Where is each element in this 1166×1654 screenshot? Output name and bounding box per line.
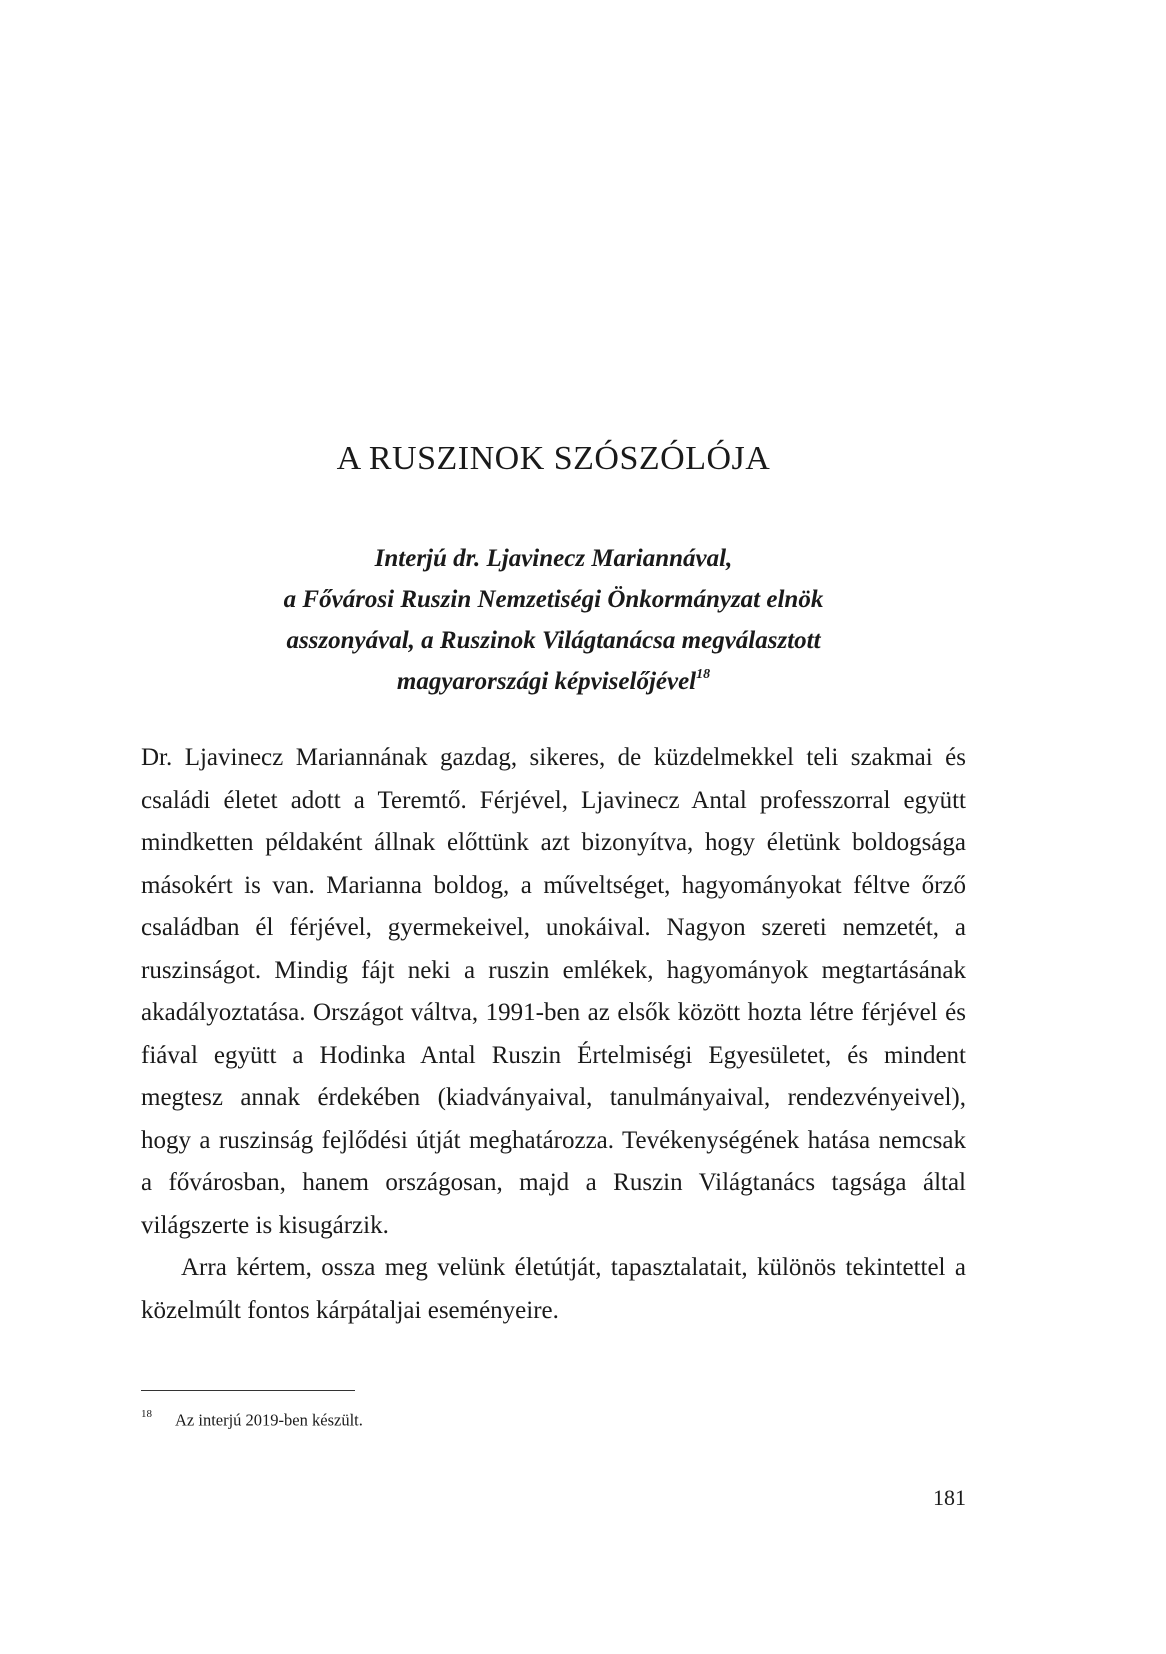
footnote — [141, 1410, 363, 1431]
footnote-reference[interactable]: 18 — [696, 666, 711, 682]
chapter-title: A RUSZINOK SZÓSZÓLÓJA — [336, 440, 771, 477]
subtitle-line: asszonyával, a Ruszinok Világtanácsa megválasztott — [286, 627, 821, 654]
subtitle-line-last — [141, 661, 966, 702]
footnote-text: Az interjú 2019-ben készült. — [175, 1410, 363, 1430]
subtitle-line: Interjú dr. Ljavinecz Mariannával, — [374, 545, 733, 572]
footnote-number: 18 — [141, 1408, 152, 1420]
footnote-divider — [141, 1390, 355, 1391]
body-paragraph: Arra kértem, ossza meg velünk életútját, tapasztalatait, különös tekintettel a közelmúlt fontos kárpátaljai eseményeire. — [141, 1254, 966, 1324]
subtitle-line: a Fővárosi Ruszin Nemzetiségi Önkormányzat elnök — [283, 586, 824, 613]
body-text — [141, 737, 966, 1332]
chapter-subtitle — [141, 538, 966, 702]
subtitle-line-text: magyarországi képviselőjével — [396, 668, 697, 695]
body-paragraph: Dr. Ljavinecz Mariannának gazdag, sikeres, de küzdelmekkel teli szakmai és családi életet adott a Teremtő. Férjével, Ljavinecz Antal professzorral együtt mindketten példaként állnak előttünk azt bizonyítva, hogy életünk boldogsága másokért is van. Marianna boldog, a műveltséget, hagyományokat féltve őrző családban él férjével, gyermekeivel, unokáival. Nagyon szereti nemzetét, a ruszinságot. Mindig fájt neki a ruszin emlékek, hagyományok megtartásának akadályoztatása. Országot váltva, 1991-ben az elsők között hozta létre férjével és fiával együtt a Hodinka Antal Ruszin Értelmiségi Egyesületet, és mindent megtesz annak érdekében (kiadványaival, tanulmányaival, rendezvényeivel), hogy a ruszinság fejlődési útját meghatározza. Tevékenységének hatása nemcsak a fővárosban, hanem országosan, majd a Ruszin Világtanács tagsága által világszerte is kisugárzik. — [141, 744, 966, 1239]
page-number: 181 — [933, 1485, 966, 1510]
